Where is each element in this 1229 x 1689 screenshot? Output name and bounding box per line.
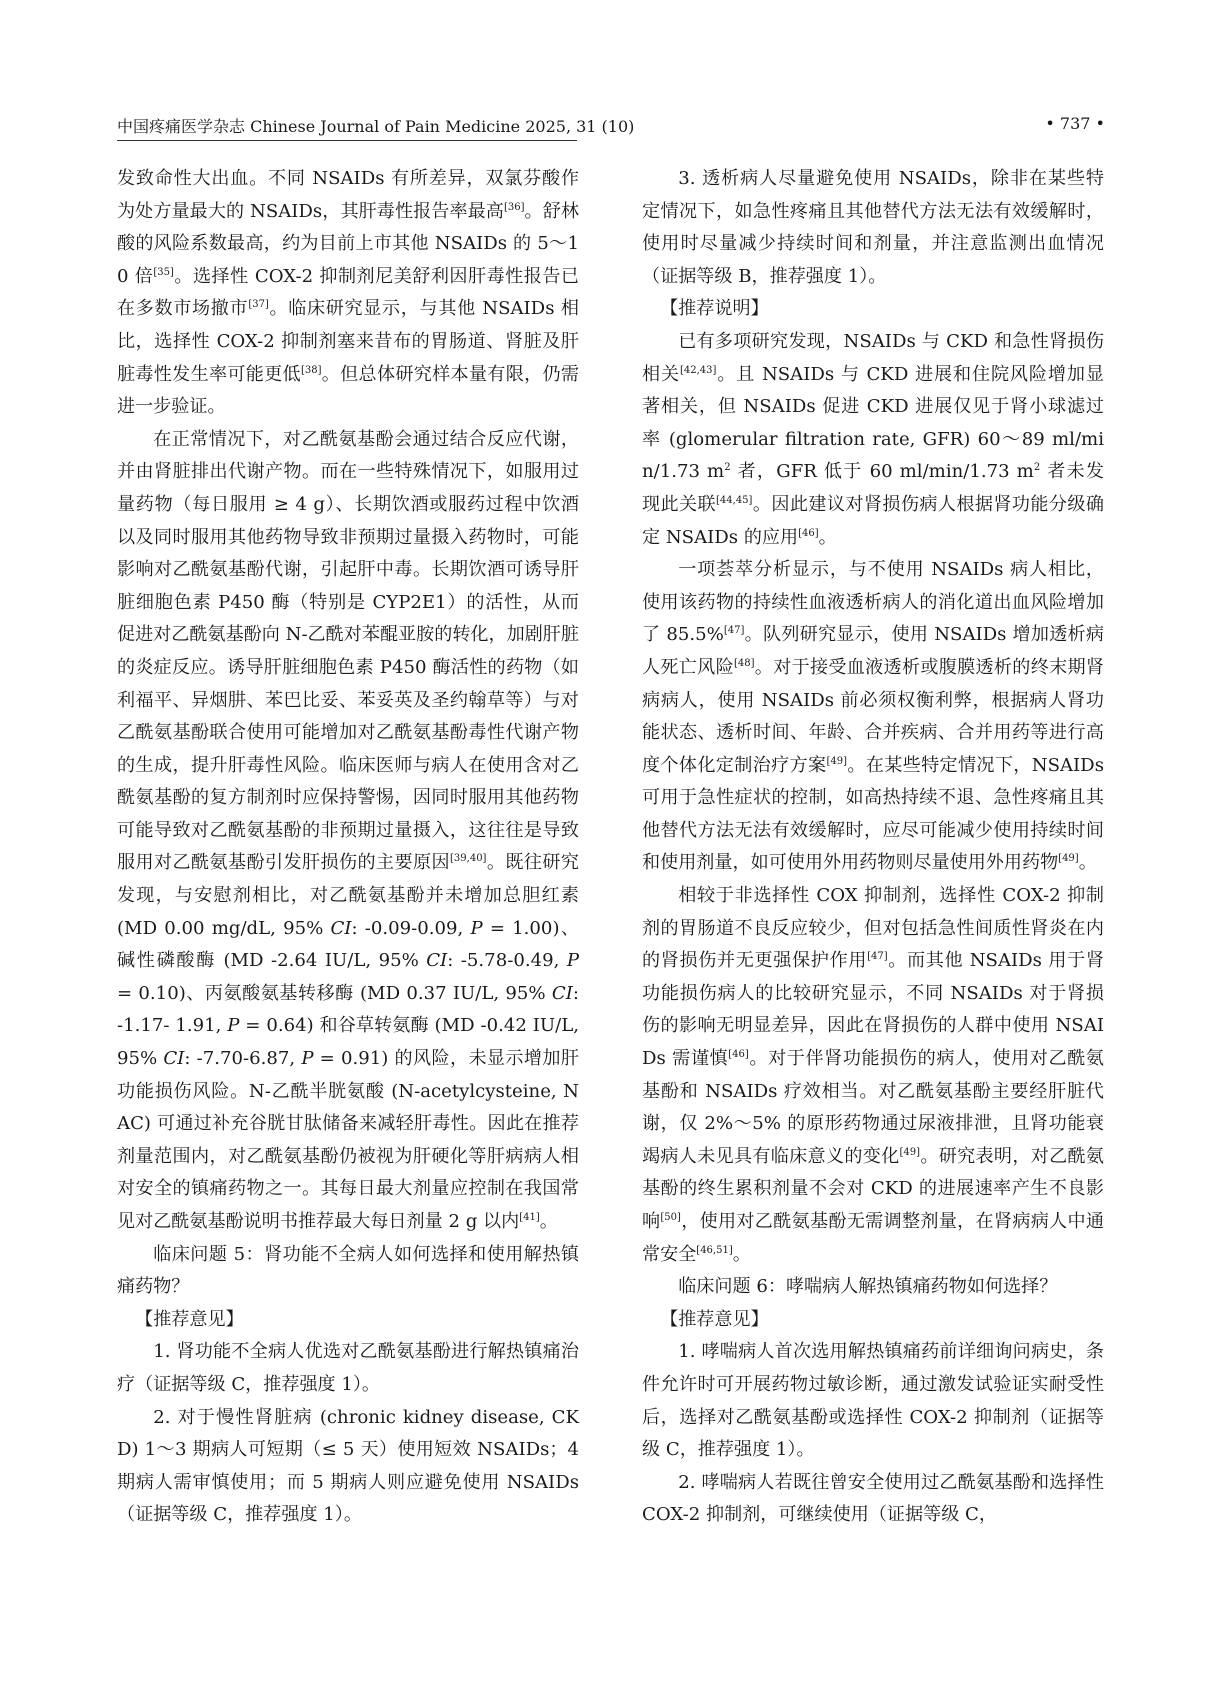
recommendation-item: 2. 对于慢性肾脏病 (chronic kidney disease, CKD) 1～3 期病人可短期（≤ 5 天）使用短效 NSAIDs；4 期病人需审慎使用；而 5 期病人则应避免使用 NSAIDs（证据等级 C，推荐强度 1）。: [117, 1406, 579, 1526]
citation: [50]: [660, 1212, 681, 1223]
citation: [35]: [153, 266, 174, 278]
paragraph-hepatotoxicity: 发致命性大出血。不同 NSAIDs 有所差异，双氯芬酸作为处方量最大的 NSAIDs，其肝毒性报告率最高[36]。舒林酸的风险系数最高，约为目前上市其他 NSAIDs 的 5～10 倍[35]。选择性 COX-2 抑制剂尼美舒利因肝毒性报告已在多数市场撤市[37]。临床研究显示，与其他 NSAIDs 相比，选择性 COX-2 抑制剂塞来昔布的胃肠道、肾脏及肝脏毒性发生率可能更低[38]。但总体研究样本量有限，仍需进一步验证。: [117, 168, 580, 418]
recommendation-item: 1. 肾功能不全病人优选对乙酰氨基酚进行解热镇痛治疗（证据等级 C，推荐强度 1）。: [117, 1341, 579, 1395]
header-rule: [117, 140, 577, 141]
right-column: [642, 163, 1104, 1532]
citation: [41]: [519, 1212, 540, 1223]
recommendation-heading: 【推荐意见】: [135, 1308, 244, 1330]
citation: [46]: [728, 1049, 749, 1061]
paragraph-ckd: 已有多项研究发现，NSAIDs 与 CKD 和急性肾损伤相关[42,43]。且 NSAIDs 与 CKD 进展和住院风险增加显著相关，但 NSAIDs 促进 CKD 进展仅见于肾小球滤过率 (glomerular filtration rate, GFR) 60～89 ml/min/1.73 $m^2$ 者，GFR 低于 60 ml/min/1.73 $m^2$ 者未发现此关联[44,45]。因此建议对肾损伤病人根据肾功能分级确定 NSAIDs 的应用[46]。: [642, 330, 1104, 548]
citation: [39,40]: [450, 853, 487, 865]
citation: [46,51]: [696, 1244, 733, 1256]
left-column: [117, 163, 579, 1532]
superscript: 2: [1033, 462, 1041, 474]
citation: [37]: [248, 299, 269, 311]
citation: [49]: [826, 755, 847, 767]
citation: [46]: [798, 527, 819, 539]
recommendation-item: 1. 哮喘病人首次选用解热镇痛药前详细询问病史，条件允许时可开展药物过敏诊断，通过激发试验证实耐受性后，选择对乙酰氨基酚或选择性 COX-2 抑制剂（证据等级 C，推荐强度 1）。: [642, 1341, 1104, 1461]
paragraph-acetaminophen: 在正常情况下，对乙酰氨基酚会通过结合反应代谢，并由肾脏排出代谢产物。而在一些特殊情况下，如服用过量药物（每日服用 ≥ 4 g）、长期饮酒或服药过程中饮酒以及同时服用其他药物导致非预期过量摄入药物时，可能影响对乙酰氨基酚代谢，引起肝中毒。长期饮酒可诱导肝脏细胞色素 P450 酶（特别是 CYP2E1）的活性，从而促进对乙酰氨基酚向 N-乙酰对苯醌亚胺的转化，加剧肝脏的炎症反应。诱导肝脏细胞色素 P450 酶活性的药物（如利福平、异烟肼、苯巴比妥、苯妥英及圣约翰草等）与对乙酰氨基酚联合使用可能增加对乙酰氨基酚毒性代谢产物的生成，提升肝毒性风险。临床医师与病人在使用含对乙酰氨基酚的复方制剂时应保持警惕，因同时服用其他药物可能导致对乙酰氨基酚的非预期过量摄入，这往往是导致服用对乙酰氨基酚引发肝损伤的主要原因[39,40]。既往研究发现，与安慰剂相比，对乙酰氨基酚并未增加总胆红素 (MD 0.00 mg/dL, 95% CI: -0.09-0.09, P = 1.00)、碱性磷酸酶 (MD -2.64 IU/L, 95% CI: -5.78-0.49, P = 0.10)、丙氨酸氨基转移酶 (MD 0.37 IU/L, 95% CI: -1.17- 1.91, P = 0.64) 和谷草转氨酶 (MD -0.42 IU/L, 95% CI: -7.70-6.87, P = 0.91) 的风险，未显示增加肝功能损伤风险。N-乙酰半胱氨酸 (N-acetylcysteine, NAC) 可通过补充谷胱甘肽储备来减轻肝毒性。因此在推荐剂量范围内，对乙酰氨基酚仍被视为肝硬化等肝病病人相对安全的镇痛药物之一。其每日最大剂量应控制在我国常见对乙酰氨基酚说明书推荐最大每日剂量 2 g 以内[41]。: [117, 428, 580, 1232]
citation: [49]: [1058, 853, 1079, 865]
explanation-heading: 【推荐说明】: [660, 298, 769, 320]
superscript: 2: [724, 462, 731, 474]
clinical-question-6: 临床问题 6：哮喘病人解热镇痛药物如何选择？: [678, 1276, 1058, 1298]
paragraph-cox2: 相较于非选择性 COX 抑制剂，选择性 COX-2 抑制剂的胃肠道不良反应较少，但对包括急性间质性肾炎在内的肾损伤并无更强保护作用[47]。而其他 NSAIDs 用于肾功能损伤病人的比较研究显示，不同 NSAIDs 对于肾损伤的影响无明显差异，因此在肾损伤的人群中使用 NSAIDs 需谨慎[46]。对于伴肾功能损伤的病人，使用对乙酰氨基酚和 NSAIDs 疗效相当。对乙酰氨基酚主要经肝脏代谢，仅 2%～5% 的原形药物通过尿液排泄，且肾功能衰竭病人未见具有临床意义的变化[49]。研究表明，对乙酰氨基酚的终生累积剂量不会对 CKD 的进展速率产生不良影响[50]，使用对乙酰氨基酚无需调整剂量，在肾病病人中通常安全[46,51]。: [642, 885, 1104, 1265]
recommendation-item: 2. 哮喘病人若既往曾安全使用过乙酰氨基酚和选择性 COX-2 抑制剂，可继续使用（证据等级 C，: [642, 1471, 1104, 1526]
citation: [38]: [300, 364, 322, 376]
recommendation-item: 3. 透析病人尽量避免使用 NSAIDs，除非在某些特定情况下，如急性疼痛且其他替代方法无法有效缓解时，使用时尽量减少持续时间和剂量，并注意监测出血情况（证据等级 B，推荐强度 1）。: [642, 168, 1104, 287]
citation: [49]: [899, 1146, 921, 1158]
citation: [36]: [503, 201, 525, 213]
page-header: [117, 108, 1105, 142]
paragraph-dialysis: 一项荟萃分析显示，与不使用 NSAIDs 病人相比，使用该药物的持续性血液透析病人的消化道出血风险增加了 85.5%[47]。队列研究显示，使用 NSAIDs 增加透析病人死亡风险[48]。对于接受血液透析或腹膜透析的终末期肾病病人，使用 NSAIDs 前必须权衡利弊，根据病人肾功能状态、透析时间、年龄、合并疾病、合并用药等进行高度个体化定制治疗方案[49]。在某些特定情况下，NSAIDs 可用于急性症状的控制，如高热持续不退、急性疼痛且其他替代方法无法有效缓解时，应尽可能减少使用持续时间和使用剂量，如可使用外用药物则尽量使用外用药物[49]。: [642, 559, 1104, 874]
recommendation-heading: 【推荐意见】: [660, 1308, 769, 1330]
citation: [48]: [733, 657, 755, 669]
citation: [47]: [867, 951, 888, 963]
citation: [42,43]: [679, 364, 717, 376]
citation: [47]: [723, 625, 745, 637]
citation: [44,45]: [716, 494, 753, 506]
page-number: • 737 •: [1045, 114, 1105, 133]
journal-title: 中国疼痛医学杂志 Chinese Journal of Pain Medicine 2025, 31 (10): [117, 117, 635, 136]
clinical-question-5: 临床问题 5：肾功能不全病人如何选择和使用解热镇痛药物？: [117, 1243, 579, 1298]
